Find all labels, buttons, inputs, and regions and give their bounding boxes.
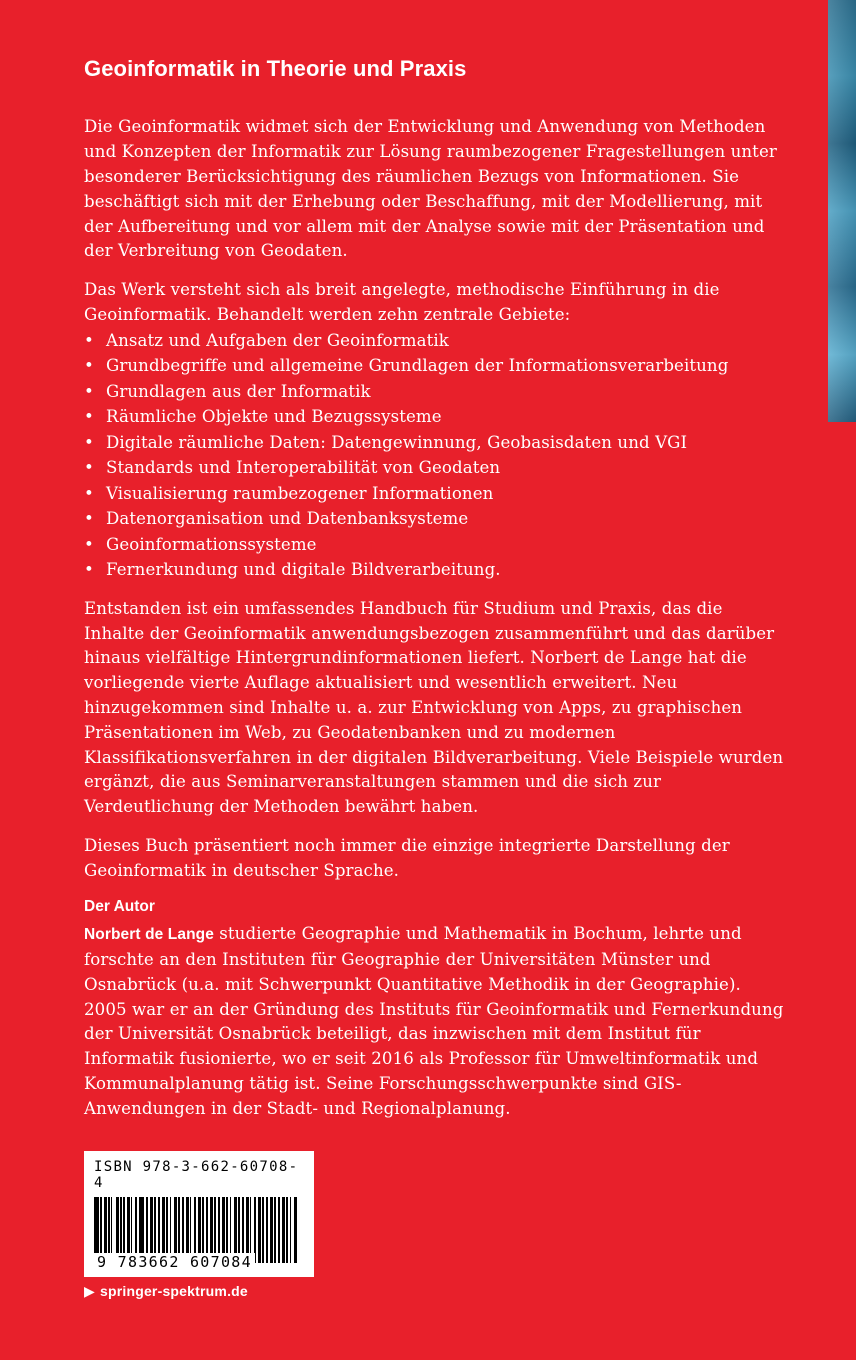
author-paragraph (84, 922, 784, 1121)
topic-item: • Grundlagen aus der Informatik (84, 379, 784, 405)
author-name: Norbert de Lange (84, 926, 214, 944)
barcode-line (290, 1197, 291, 1263)
isbn-label: ISBN 978-3-662-60708-4 (94, 1159, 299, 1191)
cover-image-strip (828, 0, 856, 422)
publisher-url: springer-spektrum.de (99, 1283, 248, 1299)
barcode-line (282, 1197, 285, 1263)
topic-item: • Standards und Interoperabilität von Geodaten (84, 455, 784, 481)
topic-list (84, 328, 784, 583)
play-arrow-icon: ▶ (84, 1283, 95, 1299)
topic-item: • Ansatz und Aufgaben der Geoinformatik (84, 328, 784, 354)
barcode-line (258, 1197, 261, 1263)
barcode-line (278, 1197, 280, 1263)
barcode-line (262, 1197, 264, 1263)
author-bio: studierte Geographie und Mathematik in Bochum, lehrte und forschte an den Instituten für Geographie der Universitäten Münster und Osnabrück (u.a. mit Schwerpunkt Quantitative Methodik in der Geographie). 2005 war er an der Gründung des Instituts für Geoinformatik und Fernerkundung der Universität Osnabrück beteiligt, das inzwischen mit dem Institut für Informatik fusionierte, wo er seit 2016 als Professor für Umweltinformatik und Kommunalplanung tätig ist. Seine Forschungsschwerpunkte sind GIS-Anwendungen in der Stadt- und Regionalplanung. (84, 924, 784, 1118)
topic-item: • Fernerkundung und digitale Bildverarbeitung. (84, 557, 784, 583)
barcode-line (266, 1197, 268, 1263)
barcode-number: 9 783662 607084 (94, 1253, 255, 1271)
barcode-line (294, 1197, 297, 1263)
barcode-line (274, 1197, 276, 1263)
overview-paragraph: Das Werk versteht sich als breit angelegte, methodische Einführung in die Geoinformatik. Behandelt werden zehn zentrale Gebiete: (84, 280, 720, 324)
topic-item: • Räumliche Objekte und Bezugssysteme (84, 404, 784, 430)
topic-item: • Grundbegriffe und allgemeine Grundlagen der Informationsverarbeitung (84, 353, 784, 379)
unique-paragraph: Dieses Buch präsentiert noch immer die einzige integrierte Darstellung der Geoinformatik in deutscher Sprache. (84, 835, 730, 880)
handbook-paragraph: Entstanden ist ein umfassendes Handbuch für Studium und Praxis, das die Inhalte der Geoinformatik anwendungsbezogen zusammenführt und das darüber hinaus vielfältige Hintergrundinformationen liefert. Norbert de Lange hat die vorliegende vierte Auflage aktualisiert und wesentlich erweitert. Neu hinzugekommen sind Inhalte u. a. zur Entwicklung von Apps, zu graphischen Präsentationen im Web, zu Geodatenbanken und zu modernen Klassifikationsverfahren in der digitalen Bildverarbeitung. Viele Beispiele wurden ergänzt, die aus Seminarveranstaltungen stammen und die sich zur Verdeutlichung der Methoden bewährt haben. (84, 598, 784, 817)
publisher-link[interactable] (84, 1283, 248, 1300)
book-title: Geoinformatik in Theorie und Praxis (84, 56, 467, 81)
author-section-title: Der Autor (84, 897, 155, 915)
back-cover-content (84, 56, 784, 1122)
intro-paragraph: Die Geoinformatik widmet sich der Entwicklung und Anwendung von Methoden und Konzepten der Informatik zur Lösung raumbezogener Fragestellungen unter besonderer Berücksichtigung des räumlichen Bezugs von Informationen. Sie beschäftigt sich mit der Erhebung oder Beschaffung, mit der Modellierung, mit der Aufbereitung und vor allem mit der Analyse sowie mit der Präsentation und der Verbreitung von Geodaten. (84, 117, 777, 261)
topic-item: • Geoinformationssysteme (84, 532, 784, 558)
topic-item: • Datenorganisation und Datenbanksysteme (84, 506, 784, 532)
topic-item: • Visualisierung raumbezogener Informationen (84, 481, 784, 507)
isbn-barcode (84, 1151, 314, 1277)
barcode-line (270, 1197, 273, 1263)
topic-item: • Digitale räumliche Daten: Datengewinnung, Geobasisdaten und VGI (84, 430, 784, 456)
barcode-line (286, 1197, 288, 1263)
